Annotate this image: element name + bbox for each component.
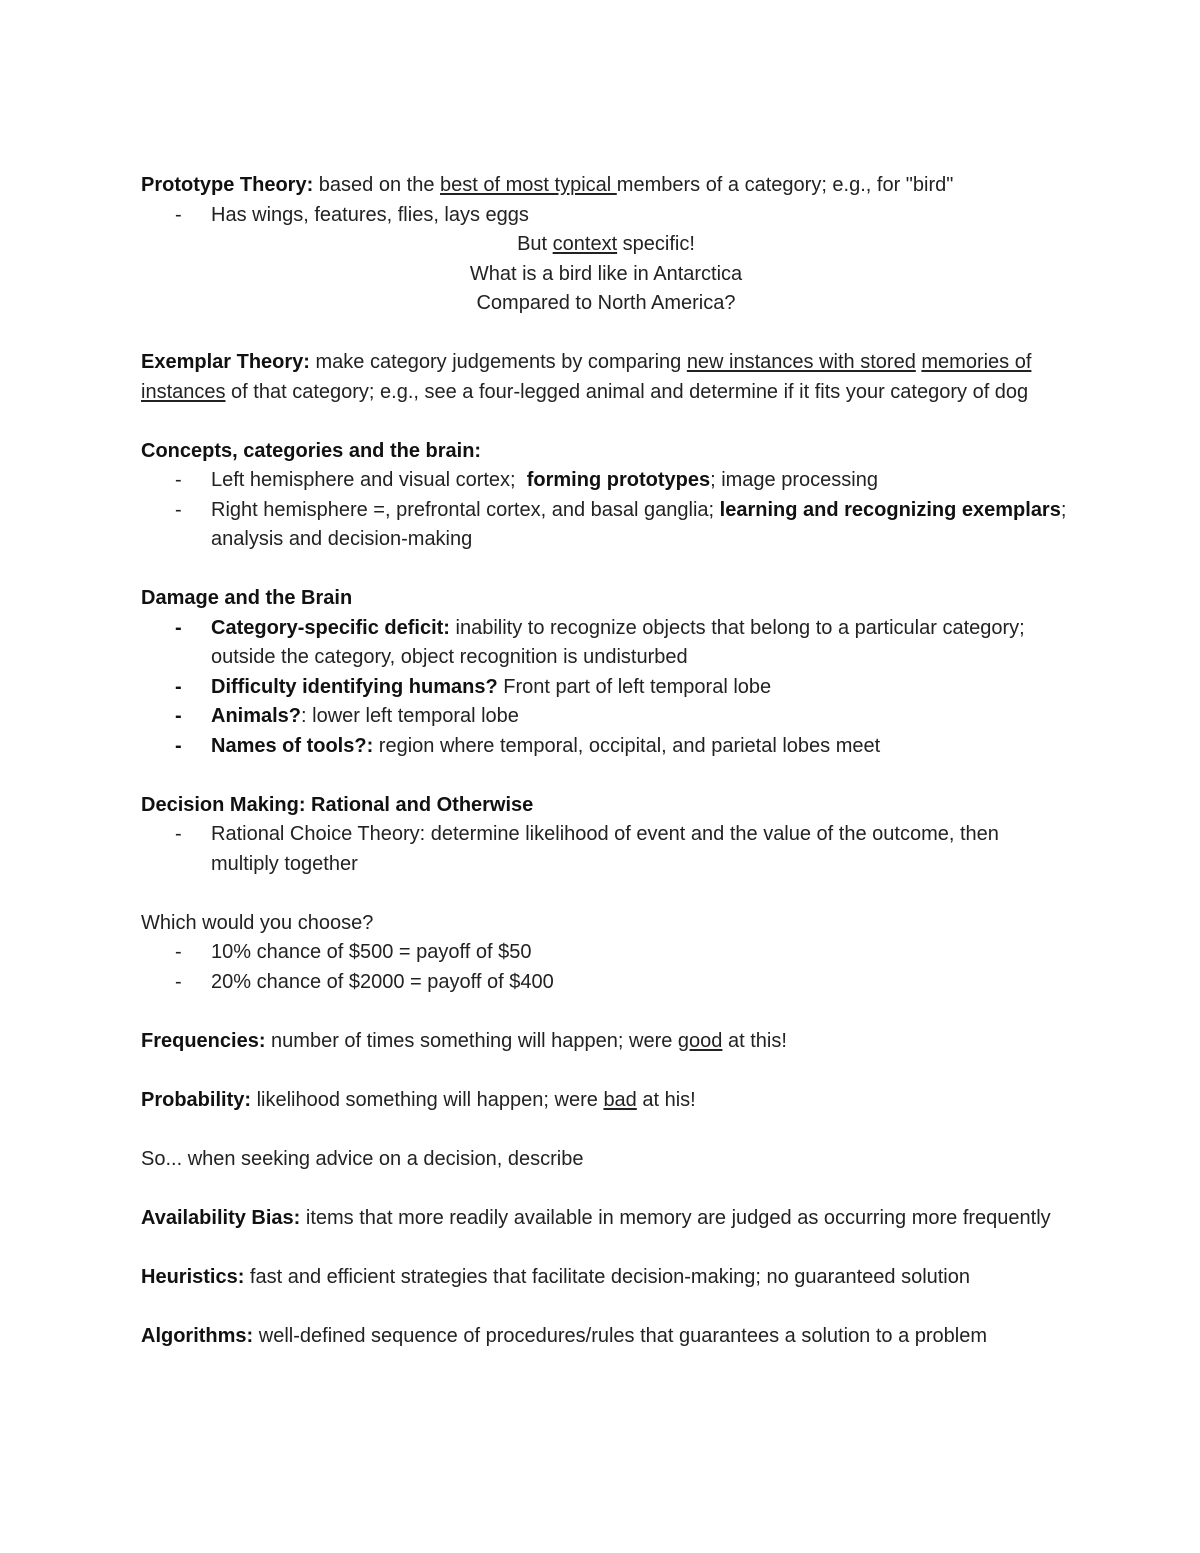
list-item-text: 20% chance of $2000 = payoff of $400	[211, 970, 554, 993]
dash-bullet: -	[175, 823, 182, 845]
spacer	[141, 997, 1071, 1027]
list-item	[141, 201, 1071, 231]
dash-bullet: -	[175, 675, 182, 698]
text: region where temporal, occipital, and parietal lobes meet	[373, 734, 881, 757]
list-item	[141, 673, 1071, 703]
bold-text: Category-specific deficit:	[211, 616, 450, 639]
underlined-text: bad	[603, 1088, 637, 1111]
list-item	[141, 820, 1071, 879]
text: items that more readily available in memory are judged as occurring more frequently	[300, 1206, 1051, 1229]
spacer	[141, 879, 1071, 909]
text: Left hemisphere and visual cortex;	[211, 469, 527, 491]
dash-bullet: -	[175, 970, 182, 993]
dash-bullet: -	[175, 203, 182, 226]
list-item	[141, 496, 1071, 555]
list-item-text: Has wings, features, flies, lays eggs	[211, 203, 529, 226]
list-item	[141, 614, 1071, 673]
heading-text: Decision Making: Rational and Otherwise	[141, 793, 534, 816]
list-item	[141, 938, 1071, 968]
document-body	[141, 171, 1071, 1351]
spacer	[141, 1292, 1071, 1322]
text: specific!	[617, 233, 695, 255]
text: at this!	[722, 1029, 787, 1052]
heading-text: Damage and the Brain	[141, 587, 353, 609]
heading-text: Concepts, categories and the brain:	[141, 439, 482, 462]
underlined-text: context	[552, 233, 618, 255]
spacer	[141, 555, 1071, 585]
list-item	[141, 466, 1071, 496]
dash-bullet: -	[175, 734, 182, 757]
underlined-text: new instances with stored	[686, 351, 916, 373]
bold-text: learning and recognizing exemplars	[719, 498, 1061, 521]
bold-text: Animals?	[211, 705, 302, 727]
text: But	[517, 233, 553, 255]
dash-bullet: -	[175, 941, 182, 963]
text: likelihood something will happen; were	[251, 1088, 604, 1111]
centered-note	[141, 230, 1071, 260]
bold-text: Names of tools?:	[211, 734, 374, 757]
list-item	[141, 702, 1071, 732]
spacer	[141, 407, 1071, 437]
bold-text: forming prototypes	[526, 469, 711, 491]
spacer	[141, 1056, 1071, 1086]
algorithms-paragraph	[141, 1322, 1071, 1352]
text: Front part of left temporal lobe	[497, 675, 772, 698]
dash-bullet: -	[175, 616, 182, 639]
text: Right hemisphere =, prefrontal cortex, and basal ganglia;	[211, 498, 720, 521]
spacer	[141, 1174, 1071, 1204]
spacer	[141, 761, 1071, 791]
exemplar-theory-paragraph	[141, 348, 1071, 407]
spacer	[141, 1115, 1071, 1145]
section-heading	[141, 791, 1071, 821]
heuristics-paragraph	[141, 1263, 1071, 1293]
text: ; analysis and decision-making	[211, 498, 1067, 550]
question-text: Which would you choose?	[141, 911, 374, 934]
section-heading	[141, 437, 1071, 467]
underlined-text: best of most typical	[440, 174, 617, 196]
text: based on the	[313, 174, 441, 196]
list-item	[141, 968, 1071, 998]
probability-paragraph	[141, 1086, 1071, 1116]
text: inability to recognize objects that belong to a particular category; outside the category, object recognition is undisturbed	[211, 616, 1025, 668]
bold-text: Heuristics:	[141, 1265, 245, 1288]
dash-bullet: -	[175, 705, 182, 727]
centered-note: Compared to North America?	[476, 292, 736, 314]
bold-text: Difficulty identifying humans?	[211, 675, 498, 698]
so-paragraph: So... when seeking advice on a decision, describe	[141, 1147, 584, 1170]
underlined-text: good	[677, 1029, 723, 1052]
list-item	[141, 732, 1071, 762]
prototype-theory-term: Prototype Theory:	[141, 174, 314, 196]
text: members of a category; e.g., for "bird"	[616, 174, 954, 196]
bold-text: Probability:	[141, 1088, 252, 1111]
dash-bullet: -	[175, 498, 182, 521]
centered-note: What is a bird like in Antarctica	[469, 262, 743, 285]
bold-text: Algorithms:	[141, 1324, 254, 1347]
availability-bias-paragraph	[141, 1204, 1071, 1234]
section-heading	[141, 584, 1071, 614]
list-item-text: 10% chance of $500 = payoff of $50	[211, 941, 532, 963]
spacer	[141, 1233, 1071, 1263]
text: make category judgements by comparing	[309, 351, 687, 373]
text: of that category; e.g., see a four-legged animal and determine if it fits your category of dog	[225, 380, 1029, 403]
dash-bullet: -	[175, 469, 182, 491]
text: well-defined sequence of procedures/rules that guarantees a solution to a problem	[253, 1324, 988, 1347]
bold-text: Availability Bias:	[141, 1206, 301, 1229]
exemplar-theory-term: Exemplar Theory:	[141, 351, 310, 373]
text: at his!	[636, 1088, 696, 1111]
bold-text: Frequencies:	[141, 1029, 266, 1052]
frequencies-paragraph	[141, 1027, 1071, 1057]
text: ; image processing	[710, 469, 878, 491]
list-item-text: Rational Choice Theory: determine likelihood of event and the value of the outcome, then multiply together	[211, 823, 999, 875]
text: fast and efficient strategies that facilitate decision-making; no guaranteed solution	[244, 1265, 970, 1288]
prototype-theory-paragraph	[141, 171, 1071, 201]
text: : lower left temporal lobe	[301, 705, 519, 727]
text: number of times something will happen; were	[265, 1029, 678, 1052]
spacer	[141, 319, 1071, 349]
underlined-text: memories of instances	[141, 351, 1032, 403]
